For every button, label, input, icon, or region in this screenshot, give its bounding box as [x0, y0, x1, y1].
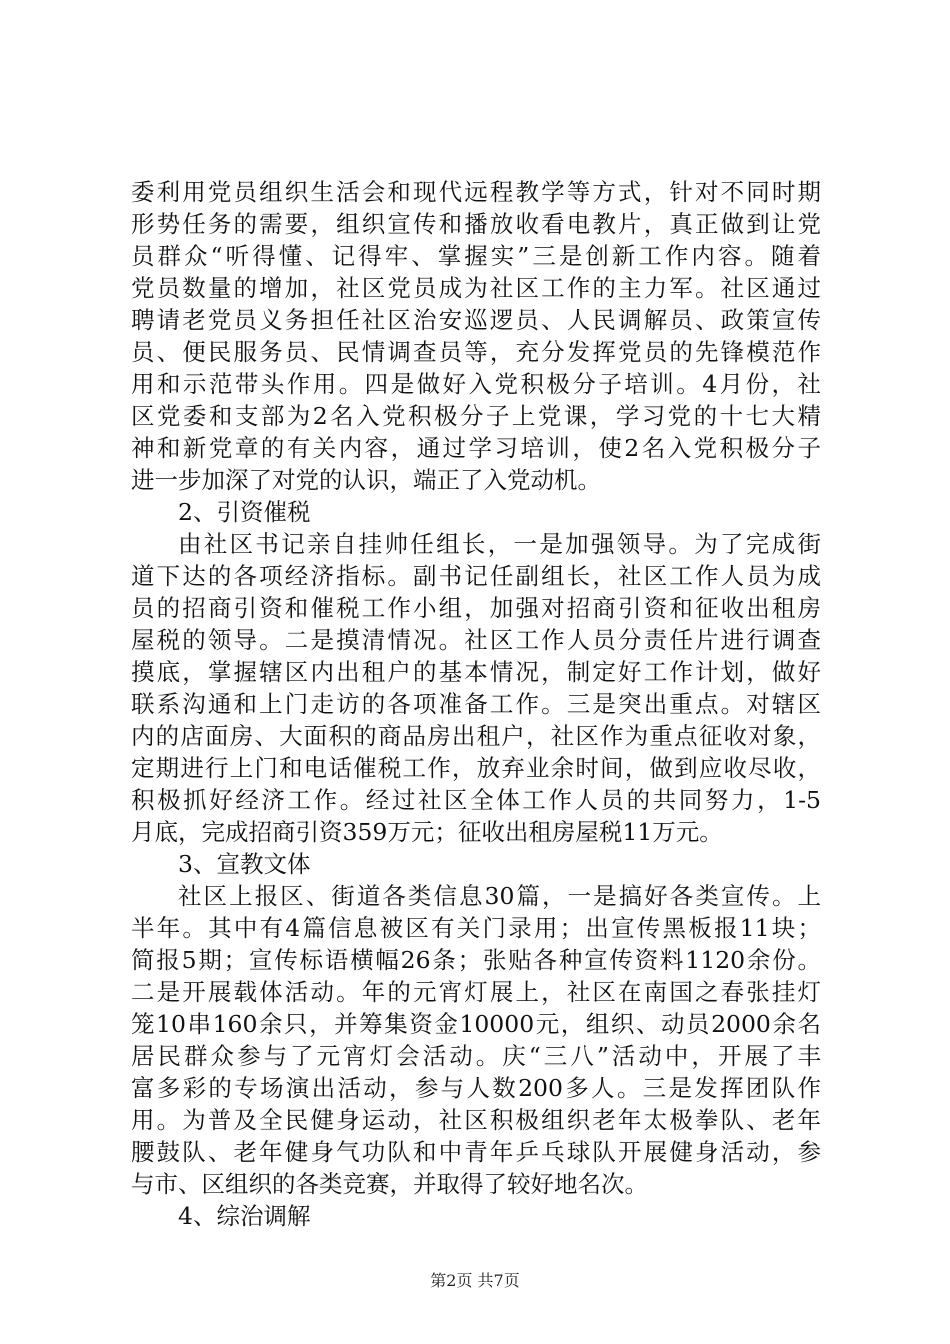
text-line: 月底，完成招商引资359万元；征收出租房屋税11万元。 [131, 818, 723, 846]
text-line: 员的招商引资和催税工作小组，加强对招商引资和征收出租房 [131, 594, 821, 622]
section-heading: 4、综治调解 [178, 1202, 311, 1230]
text-line: 与市、区组织的各类竞赛，并取得了较好地名次。 [131, 1170, 648, 1198]
text-line: 用。为普及全民健身运动，社区积极组织老年太极拳队、老年 [131, 1106, 821, 1134]
text-line: 笼10串160余只，并筹集资金10000元，组织、动员2000余名 [131, 1010, 821, 1038]
text-line: 聘请老党员义务担任社区治安巡逻员、人民调解员、政策宣传 [131, 306, 821, 334]
text-line: 简报5期；宣传标语横幅26条；张贴各种宣传资料1120余份。 [131, 946, 821, 974]
text-line: 党员数量的增加，社区党员成为社区工作的主力军。社区通过 [131, 274, 821, 302]
text-line: 居民群众参与了元宵灯会活动。庆“三八”活动中，开展了丰 [131, 1042, 821, 1070]
text-line: 进一步加深了对党的认识，端正了入党动机。 [131, 466, 601, 494]
text-line: 道下达的各项经济指标。副书记任副组长，社区工作人员为成 [131, 562, 821, 590]
document-page [131, 176, 821, 1232]
text-line: 社区上报区、街道各类信息30篇，一是搞好各类宣传。上 [178, 882, 821, 910]
text-line: 腰鼓队、老年健身气功队和中青年乒乓球队开展健身活动，参 [131, 1138, 821, 1166]
text-line: 由社区书记亲自挂帅任组长，一是加强领导。为了完成街 [178, 530, 821, 558]
text-line: 神和新党章的有关内容，通过学习培训，使2名入党积极分子 [131, 434, 821, 462]
text-line: 屋税的领导。二是摸清情况。社区工作人员分责任片进行调查 [131, 626, 821, 654]
text-line: 区党委和支部为2名入党积极分子上党课，学习党的十七大精 [131, 402, 821, 430]
section-heading: 2、引资催税 [178, 498, 311, 526]
text-line: 联系沟通和上门走访的各项准备工作。三是突出重点。对辖区 [131, 690, 821, 718]
text-line: 定期进行上门和电话催税工作，放弃业余时间，做到应收尽收， [131, 754, 821, 782]
text-line: 委利用党员组织生活会和现代远程教学等方式，针对不同时期 [131, 178, 821, 206]
text-line: 员群众“听得懂、记得牢、掌握实”三是创新工作内容。随着 [131, 242, 821, 270]
page-footer: 第2页 共7页 [430, 1271, 520, 1290]
text-line: 用和示范带头作用。四是做好入党积极分子培训。4月份，社 [131, 370, 821, 398]
text-line: 富多彩的专场演出活动，参与人数200多人。三是发挥团队作 [131, 1074, 821, 1102]
section-heading: 3、宣教文体 [178, 850, 311, 878]
text-line: 积极抓好经济工作。经过社区全体工作人员的共同努力，1-5 [131, 786, 821, 814]
text-line: 摸底，掌握辖区内出租户的基本情况，制定好工作计划，做好 [131, 658, 821, 686]
text-line: 形势任务的需要，组织宣传和播放收看电教片，真正做到让党 [131, 210, 821, 238]
text-line: 半年。其中有4篇信息被区有关门录用；出宣传黑板报11块； [131, 914, 821, 942]
text-line: 二是开展载体活动。年的元宵灯展上，社区在南国之春张挂灯 [131, 978, 821, 1006]
text-line: 员、便民服务员、民情调查员等，充分发挥党员的先锋模范作 [131, 338, 821, 366]
text-line: 内的店面房、大面积的商品房出租户，社区作为重点征收对象， [131, 722, 821, 750]
